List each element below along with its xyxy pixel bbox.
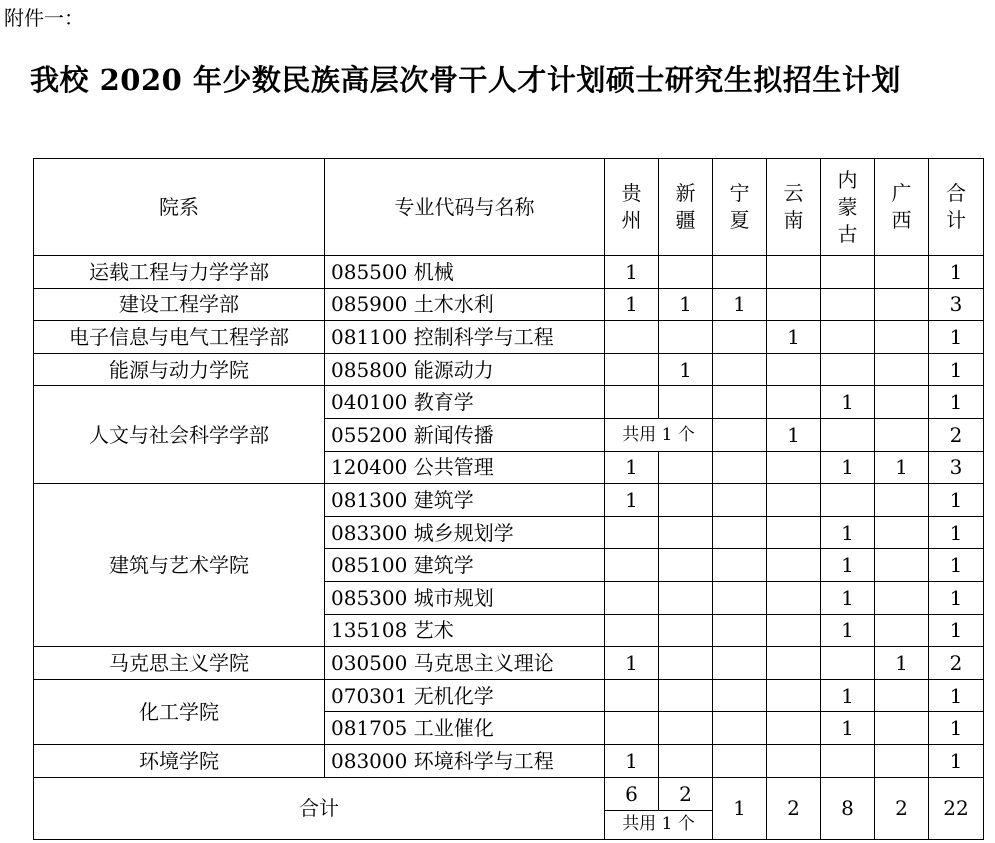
header-guizhou: 贵 州 [605,159,659,256]
table-row [34,386,984,419]
count-cell-gz [605,712,659,745]
header-yunnan: 云 南 [767,159,821,256]
header-guangxi: 广 西 [875,159,929,256]
count-cell-nx [713,256,767,289]
total-gx: 2 [875,777,929,839]
dept-cell: 电子信息与电气工程学部 [34,321,325,354]
count-cell-nmg: 1 [821,451,875,484]
dept-cell: 化工学院 [34,679,325,744]
total-label: 合计 [34,777,605,839]
count-cell-total: 1 [929,256,984,289]
dept-cell: 马克思主义学院 [34,647,325,680]
count-cell-gz [605,321,659,354]
count-cell-gx [875,712,929,745]
count-cell-nx [713,484,767,517]
count-cell-gx [875,321,929,354]
count-cell-gz: 1 [605,451,659,484]
count-cell-xj [659,712,713,745]
count-cell-gx [875,484,929,517]
count-cell-nmg: 1 [821,614,875,647]
total-xinjiang: 2 [679,781,692,806]
total-guizhou: 6 [605,778,659,810]
major-cell: 085900 土木水利 [325,288,605,321]
major-cell: 081705 工业催化 [325,712,605,745]
count-cell-nmg: 1 [821,516,875,549]
count-cell-nx [713,321,767,354]
major-cell: 085300 城市规划 [325,581,605,614]
count-cell-xj: 1 [659,353,713,386]
major-cell: 135108 艺术 [325,614,605,647]
major-cell: 070301 无机化学 [325,679,605,712]
header-major: 专业代码与名称 [325,159,605,256]
count-cell-gx [875,679,929,712]
table-body [34,256,984,840]
count-cell-total: 1 [929,614,984,647]
count-cell-gz [605,614,659,647]
count-cell-gz [605,386,659,419]
count-cell-gz [605,516,659,549]
count-cell-yn [767,744,821,777]
count-cell-nmg: 1 [821,581,875,614]
total-guizhou-xinjiang-cell [605,777,713,839]
count-cell-gx: 1 [875,451,929,484]
count-cell-xj [659,516,713,549]
header-xinjiang: 新 疆 [659,159,713,256]
table-row [34,744,984,777]
total-shared-note: 共用 1 个 [622,814,695,835]
count-cell-total: 1 [929,516,984,549]
count-cell-xj [659,386,713,419]
count-cell-gx [875,288,929,321]
count-cell-nmg [821,744,875,777]
major-cell: 081300 建筑学 [325,484,605,517]
count-cell-nmg: 1 [821,712,875,745]
count-cell-nmg: 1 [821,386,875,419]
count-cell-total: 1 [929,744,984,777]
count-cell-nx [713,679,767,712]
count-cell-yn [767,516,821,549]
count-cell-gx [875,418,929,451]
count-cell-gz [605,549,659,582]
count-cell-yn [767,484,821,517]
count-cell-nx [713,549,767,582]
count-cell-yn [767,679,821,712]
count-cell-xj [659,647,713,680]
count-cell-gz: 1 [605,288,659,321]
count-cell-total: 3 [929,288,984,321]
count-cell-nx [713,451,767,484]
count-cell-total: 1 [929,386,984,419]
page-title: 我校 2020 年少数民族高层次骨干人才计划硕士研究生拟招生计划 [30,63,901,97]
count-cell-gx [875,549,929,582]
count-cell-nmg [821,647,875,680]
major-cell: 085100 建筑学 [325,549,605,582]
dept-cell: 人文与社会科学学部 [34,386,325,484]
count-cell-nmg [821,353,875,386]
count-cell-nx [713,418,767,451]
header-ningxia: 宁 夏 [713,159,767,256]
major-cell: 083000 环境科学与工程 [325,744,605,777]
count-cell-total: 1 [929,484,984,517]
major-cell: 081100 控制科学与工程 [325,321,605,354]
count-cell-yn [767,386,821,419]
count-cell-yn [767,581,821,614]
count-cell-yn [767,614,821,647]
count-cell-nx [713,581,767,614]
table-row [34,484,984,517]
major-cell: 040100 教育学 [325,386,605,419]
table-row [34,353,984,386]
count-cell-gz [605,353,659,386]
count-cell-total: 3 [929,451,984,484]
count-cell-nmg [821,288,875,321]
total-nx: 1 [713,777,767,839]
count-cell-nx [713,647,767,680]
header-neimenggu: 内 蒙 古 [821,159,875,256]
count-cell-nx [713,744,767,777]
attachment-label: 附件一： [4,6,84,30]
major-cell: 120400 公共管理 [325,451,605,484]
major-cell: 085500 机械 [325,256,605,289]
total-yn: 2 [767,777,821,839]
count-cell-xj [659,256,713,289]
count-cell-yn [767,451,821,484]
count-cell-gx [875,516,929,549]
count-cell-total: 1 [929,679,984,712]
count-cell-gx [875,581,929,614]
header-dept: 院系 [34,159,325,256]
dept-cell: 建设工程学部 [34,288,325,321]
count-cell-xj [659,451,713,484]
count-cell-gz [605,679,659,712]
count-cell-total: 2 [929,647,984,680]
count-cell-nx [713,386,767,419]
table-row [34,321,984,354]
count-cell-xj [659,484,713,517]
count-cell-gx [875,353,929,386]
count-cell-xj [659,679,713,712]
count-cell-yn [767,647,821,680]
count-cell-yn [767,288,821,321]
count-cell-xj: 1 [659,288,713,321]
count-cell-gx: 1 [875,647,929,680]
count-cell-yn [767,353,821,386]
count-cell-nmg [821,418,875,451]
count-cell-xj [659,744,713,777]
dept-cell: 建筑与艺术学院 [34,484,325,647]
dept-cell: 环境学院 [34,744,325,777]
count-cell-yn: 1 [767,321,821,354]
count-cell-nmg [821,256,875,289]
major-cell: 083300 城乡规划学 [325,516,605,549]
count-cell-nmg: 1 [821,549,875,582]
major-cell: 055200 新闻传播 [325,418,605,451]
count-cell-total: 1 [929,549,984,582]
count-cell-gx [875,386,929,419]
count-cell-nmg [821,321,875,354]
count-cell-nx: 1 [713,288,767,321]
major-cell: 085800 能源动力 [325,353,605,386]
count-cell-gx [875,614,929,647]
table-header-row [34,159,984,256]
header-total: 合 计 [929,159,984,256]
table-row [34,256,984,289]
count-cell-nx [713,516,767,549]
count-cell-yn [767,712,821,745]
count-cell-gz: 1 [605,647,659,680]
count-cell-gz: 1 [605,484,659,517]
count-cell-gz: 1 [605,256,659,289]
count-cell-nx [713,712,767,745]
count-cell-total: 2 [929,418,984,451]
major-cell: 030500 马克思主义理论 [325,647,605,680]
count-cell-xj [659,581,713,614]
count-cell-total: 1 [929,353,984,386]
table-row [34,679,984,712]
count-cell-xj [659,549,713,582]
count-cell-yn: 1 [767,418,821,451]
count-cell-nx [713,353,767,386]
count-cell-yn [767,256,821,289]
dept-cell: 运载工程与力学学部 [34,256,325,289]
total-nmg: 8 [821,777,875,839]
count-cell-gz: 1 [605,744,659,777]
enrollment-plan-table [33,158,984,840]
table-row [34,647,984,680]
total-total: 22 [929,777,984,839]
count-cell-gx [875,744,929,777]
table-row [34,288,984,321]
count-cell-total: 1 [929,321,984,354]
dept-cell: 能源与动力学院 [34,353,325,386]
total-row [34,777,984,839]
count-cell-gz [605,581,659,614]
count-cell-nmg: 1 [821,679,875,712]
count-cell-total: 1 [929,712,984,745]
count-cell-total: 1 [929,581,984,614]
count-cell-nmg [821,484,875,517]
shared-quota-cell: 共用 1 个 [605,418,713,451]
count-cell-yn [767,549,821,582]
count-cell-xj [659,321,713,354]
count-cell-gx [875,256,929,289]
count-cell-nx [713,614,767,647]
count-cell-xj [659,614,713,647]
